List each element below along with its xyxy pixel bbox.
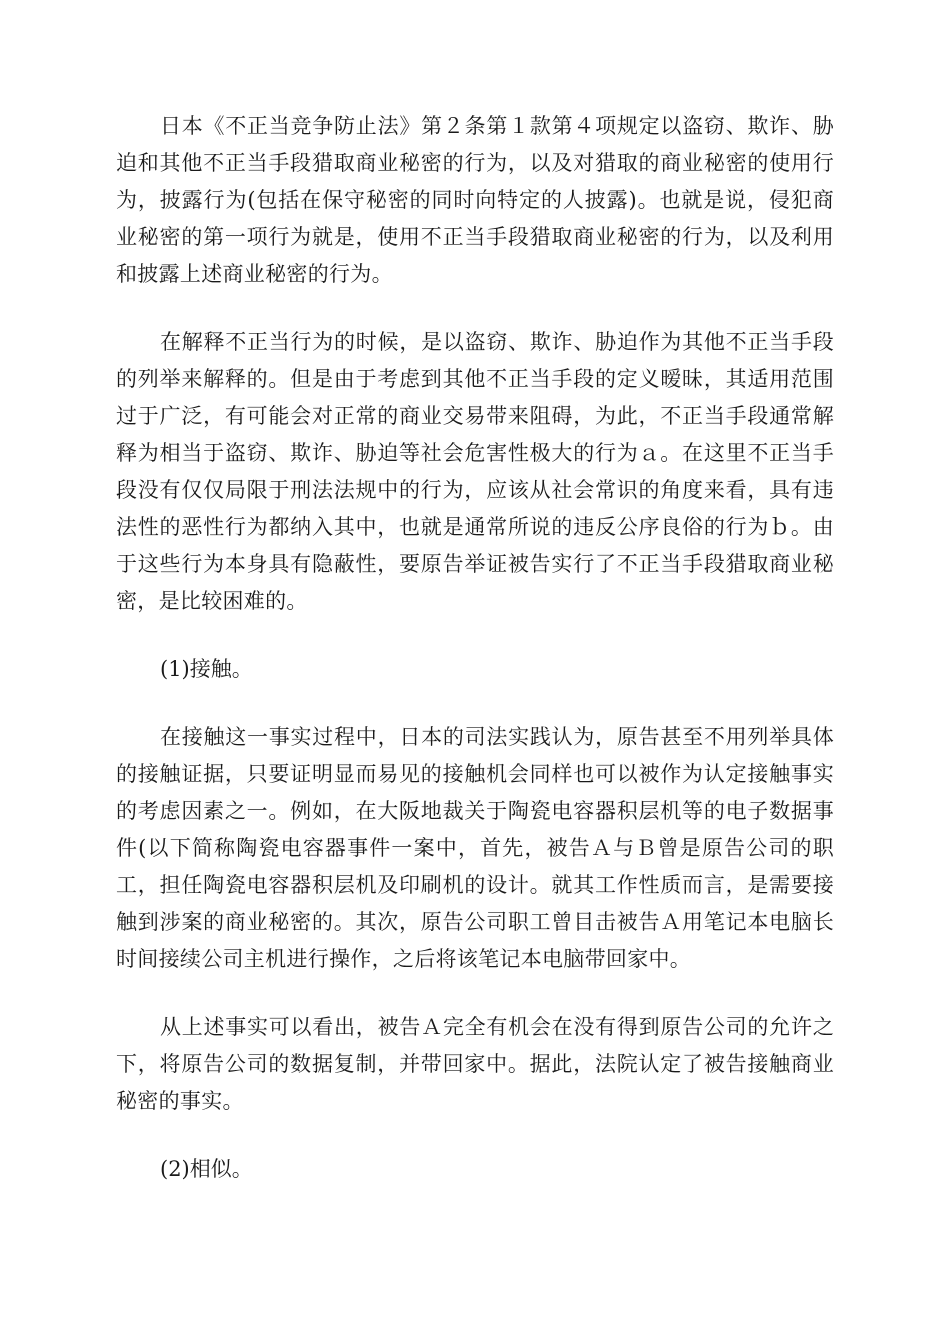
document-body: [116, 108, 834, 1219]
paragraph-article-provision: 日本《不正当竞争防止法》第２条第１款第４项规定以盗窃、欺诈、胁迫和其他不正当手段猎取商业秘密的行为，以及对猎取的商业秘密的使用行为，披露行为(包括在保守秘密的同时向特定的人披露)。也就是说，侵犯商业秘密的第一项行为就是，使用不正当手段猎取商业秘密的行为，以及利用和披露上述商业秘密的行为。: [116, 114, 834, 286]
paragraph-contact-practice: 在接触这一事实过程中，日本的司法实践认为，原告甚至不用列举具体的接触证据，只要证明显而易见的接触机会同样也可以被作为认定接触事实的考虑因素之一。例如，在大阪地裁关于陶瓷电容器积层机等的电子数据事件(以下简称陶瓷电容器事件一案中，首先，被告Ａ与Ｂ曾是原告公司的职工，担任陶瓷电容器积层机及印刷机的设计。就其工作性质而言，是需要接触到涉案的商业秘密的。其次，原告公司职工曾目击被告Ａ用笔记本电脑长时间接续公司主机进行操作，之后将该笔记本电脑带回家中。: [116, 725, 834, 971]
paragraph-improper-means: 在解释不正当行为的时候，是以盗窃、欺诈、胁迫作为其他不正当手段的列举来解释的。但是由于考虑到其他不正当手段的定义暧昧，其适用范围过于广泛，有可能会对正常的商业交易带来阻碍，为此，不正当手段通常解释为相当于盗窃、欺诈、胁迫等社会危害性极大的行为ａ。在这里不正当手段没有仅仅局限于刑法法规中的行为，应该从社会常识的角度来看，具有违法性的恶性行为都纳入其中，也就是通常所说的违反公序良俗的行为ｂ。由于这些行为本身具有隐蔽性，要原告举证被告实行了不正当手段猎取商业秘密，是比较困难的。: [116, 330, 834, 613]
paragraph-contact-conclusion: 从上述事实可以看出，被告Ａ完全有机会在没有得到原告公司的允许之下，将原告公司的数据复制，并带回家中。据此，法院认定了被告接触商业秘密的事实。: [116, 1015, 834, 1113]
section-heading-contact: (1)接触。: [160, 657, 253, 681]
section-heading-similarity: (2)相似。: [160, 1157, 253, 1181]
